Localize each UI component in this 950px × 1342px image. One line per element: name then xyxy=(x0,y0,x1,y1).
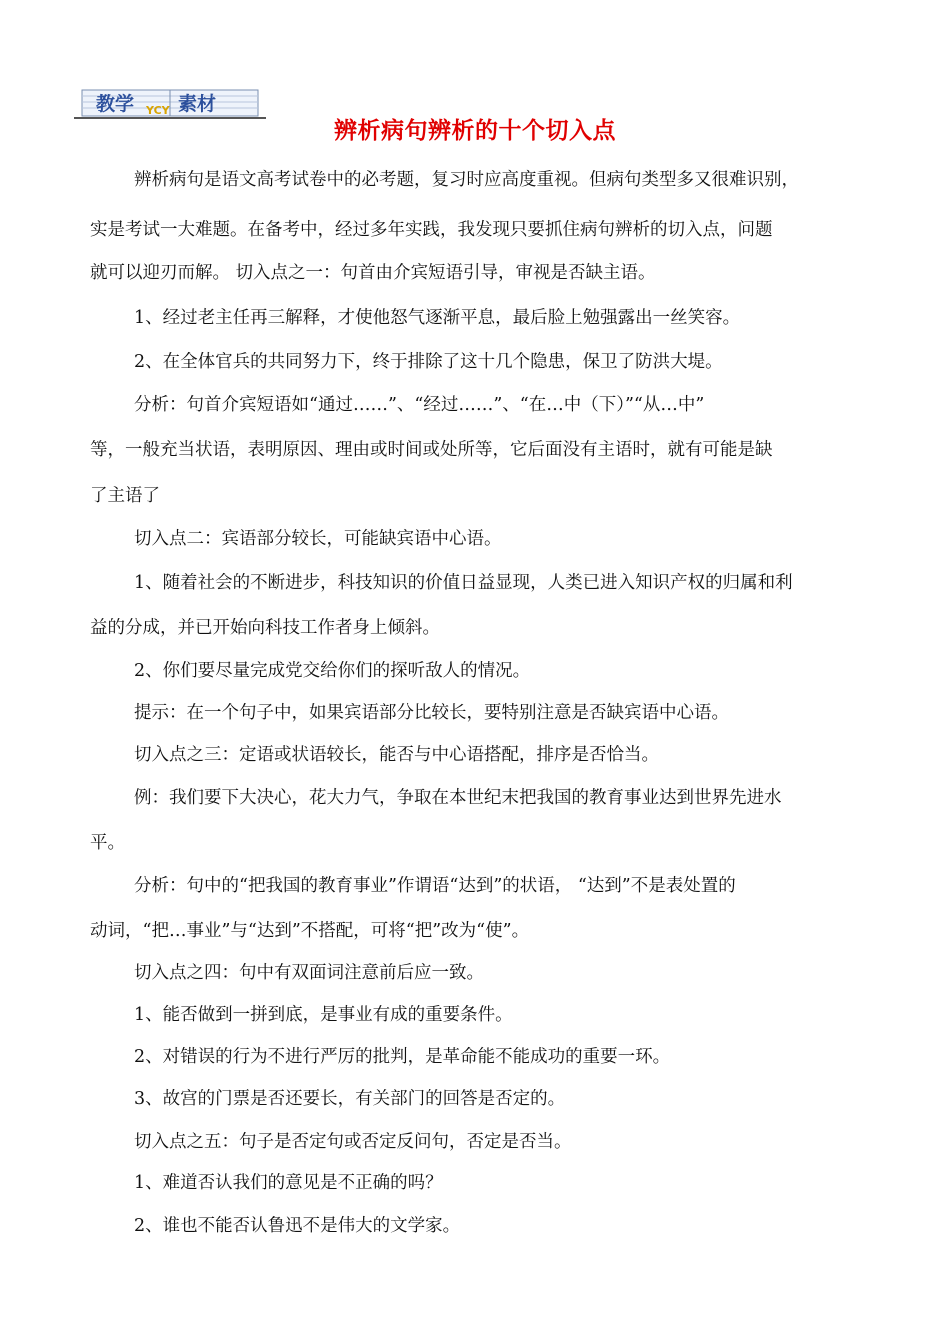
paragraph-line: 2、对错误的行为不进行严厉的批判，是革命能不能成功的重要一环。 xyxy=(134,1047,671,1067)
paragraph-line: 等，一般充当状语，表明原因、理由或时间或处所等，它后面没有主语时，就有可能是缺 xyxy=(90,440,773,460)
paragraph-line: 1、经过老主任再三解释，才使他怒气逐渐平息，最后脸上勉强露出一丝笑容。 xyxy=(134,308,741,328)
paragraph-line: 2、在全体官兵的共同努力下，终于排除了这十几个隐患，保卫了防洪大堤。 xyxy=(134,352,723,372)
logo-text-3: 素材 xyxy=(178,93,217,115)
paragraph-line: 例：我们要下大决心，花大力气，争取在本世纪末把我国的教育事业达到世界先进水 xyxy=(134,788,782,808)
paragraph-line: 2、你们要尽量完成党交给你们的探听敌人的情况。 xyxy=(134,661,531,681)
paragraph-line: 2、谁也不能否认鲁迅不是伟大的文学家。 xyxy=(134,1216,461,1236)
paragraph-line: 3、故宫的门票是否还要长，有关部门的回答是否定的。 xyxy=(134,1089,566,1109)
paragraph-line: 了主语了 xyxy=(90,486,160,506)
paragraph-line: 1、随着社会的不断进步，科技知识的价值日益显现，人类已进入知识产权的归属和利 xyxy=(134,573,793,593)
page-title: 辨析病句辨析的十个切入点 xyxy=(334,118,616,144)
paragraph-line: 就可以迎刃而解。 切入点之一：句首由介宾短语引导，审视是否缺主语。 xyxy=(90,263,656,283)
paragraph-line: 平。 xyxy=(90,833,125,853)
paragraph-line: 辨析病句是语文高考试卷中的必考题，复习时应高度重视。但病句类型多又很难识别， xyxy=(134,170,799,190)
paragraph-line: 动词，“把…事业”与“达到”不搭配，可将“把”改为“使”。 xyxy=(90,921,530,941)
paragraph-line: 切入点二：宾语部分较长，可能缺宾语中心语。 xyxy=(134,529,502,549)
paragraph-line: 分析：句首介宾短语如“通过……”、“经过……”、“在…中（下）”“从…中” xyxy=(134,395,705,415)
paragraph-line: 1、能否做到一拼到底，是事业有成的重要条件。 xyxy=(134,1005,513,1025)
paragraph-line: 实是考试一大难题。在备考中，经过多年实践，我发现只要抓住病句辨析的切入点，问题 xyxy=(90,220,773,240)
paragraph-line: 切入点之四：句中有双面词注意前后应一致。 xyxy=(134,963,484,983)
logo-text-1: 教学 xyxy=(96,93,135,115)
paragraph-line: 切入点之五：句子是否定句或否定反问句，否定是否当。 xyxy=(134,1132,572,1152)
paragraph-line: 提示：在一个句子中，如果宾语部分比较长，要特别注意是否缺宾语中心语。 xyxy=(134,703,729,723)
logo-text-2: YCY xyxy=(146,104,170,117)
paragraph-line: 1、难道否认我们的意见是不正确的吗？ xyxy=(134,1173,443,1193)
paragraph-line: 切入点之三：定语或状语较长，能否与中心语搭配，排序是否恰当。 xyxy=(134,745,659,765)
paragraph-line: 分析：句中的“把我国的教育事业”作谓语“达到”的状语， “达到”不是表处置的 xyxy=(134,876,736,896)
paragraph-line: 益的分成，并已开始向科技工作者身上倾斜。 xyxy=(90,618,440,638)
